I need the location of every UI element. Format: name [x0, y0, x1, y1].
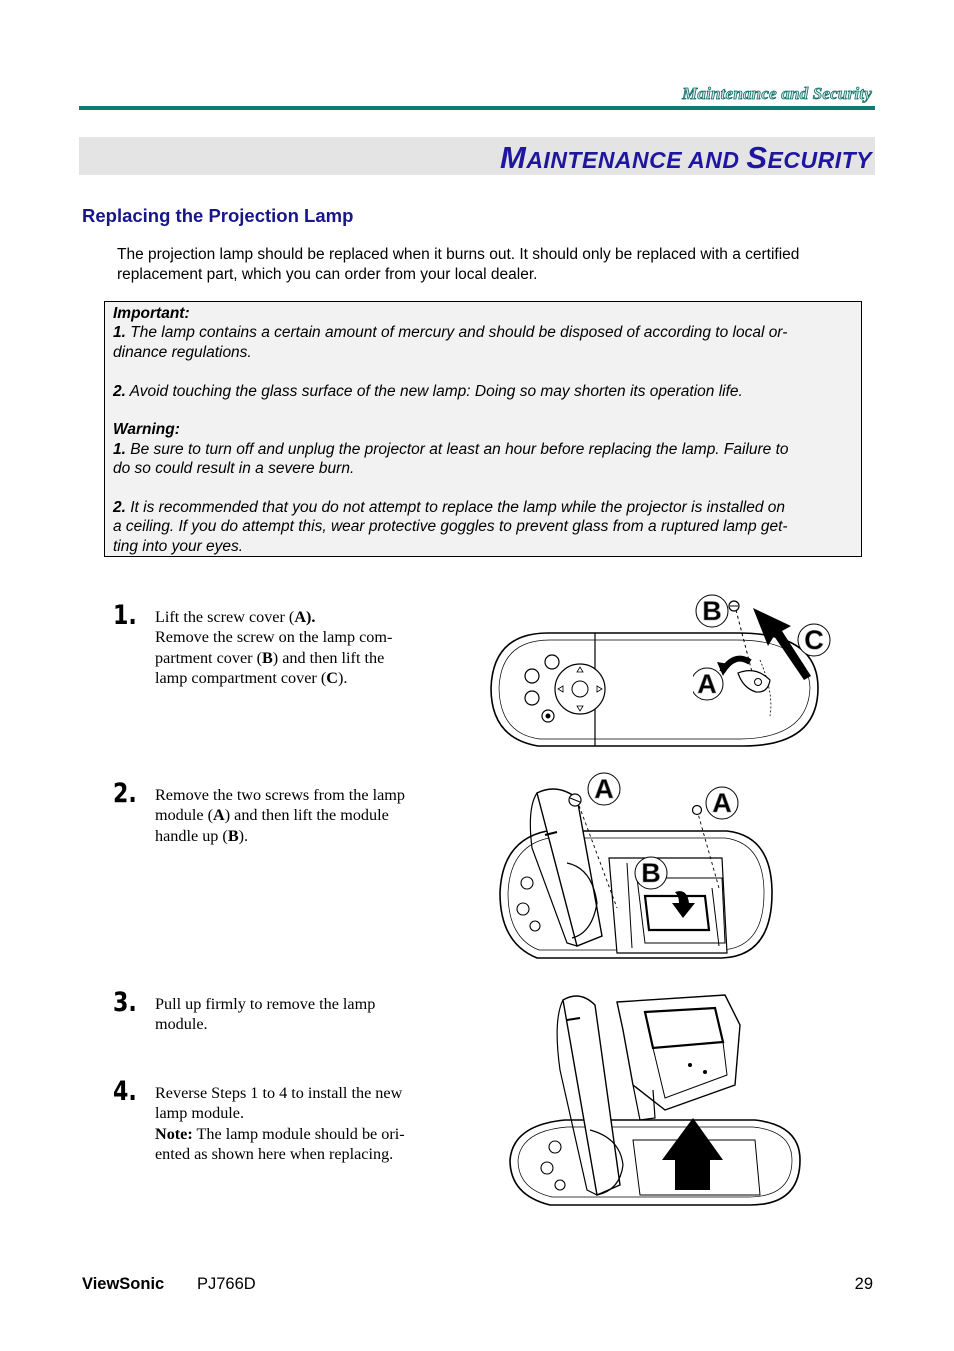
warning-item-1-num: 1.	[113, 440, 126, 458]
step-2-labels	[585, 770, 745, 895]
fig1-label-a: A	[697, 669, 717, 699]
warning-item-2	[113, 498, 853, 517]
title-cap-m: M	[499, 140, 527, 175]
title-part-1: AINTENANCE AND	[526, 147, 747, 173]
fig1-label-b: B	[702, 596, 722, 626]
important-item-2-text: Avoid touching the glass surface of the new lamp: Doing so may shorten its operation life.	[125, 382, 743, 400]
step-3-number: 3.	[113, 987, 137, 1018]
warning-item-1	[113, 440, 853, 459]
fig2-label-b: B	[641, 858, 661, 888]
step-2-text: Remove the two screws from the lamp module (A) and then lift the module handle up (B).	[155, 786, 405, 845]
step-2-number: 2.	[113, 778, 137, 809]
step-1-labels	[693, 592, 833, 702]
important-item-1-text: The lamp contains a certain amount of mercury and should be disposed of according to local or-	[125, 324, 788, 342]
warning-item-1-text: Be sure to turn off and unplug the projector at least an hour before replacing the lamp. Failure to	[125, 440, 789, 458]
intro-paragraph	[117, 245, 877, 284]
fig1-label-c: C	[804, 625, 824, 655]
step-3-4-illustration	[505, 990, 805, 1212]
warning-item-2-num: 2.	[113, 499, 126, 517]
running-header-title: Maintenance and Security	[682, 84, 872, 103]
intro-line-1: The projection lamp should be replaced when it burns out. It should only be replaced with a certified	[117, 246, 800, 263]
warning-item-1-cont: do so could result in a severe burn.	[113, 460, 355, 478]
warning-item-2-cont-1: a ceiling. If you do attempt this, wear protective goggles to prevent glass from a ruptured lamp get-	[113, 518, 788, 536]
warning-item-2-text: It is recommended that you do not attempt to replace the lamp while the projector is installed on	[125, 499, 786, 517]
important-item-2-num: 2.	[113, 382, 126, 400]
footer-brand: ViewSonic	[82, 1275, 165, 1293]
title-part-2: ECURITY	[767, 147, 872, 173]
warning-label: Warning:	[113, 421, 180, 439]
intro-line-2: replacement part, which you can order from your local dealer.	[117, 265, 538, 283]
step-4-number: 4.	[113, 1076, 137, 1107]
warning-item-2-cont-2: ting into your eyes.	[113, 537, 244, 555]
important-item-1	[113, 323, 853, 342]
step-1-text: Lift the screw cover (A). Remove the screw on the lamp com- partment cover (B) and then lift the lamp compartment cover (C).	[155, 608, 393, 687]
fig2-label-a-right: A	[712, 788, 732, 818]
header-rule	[79, 106, 875, 110]
step-1-number: 1.	[113, 600, 137, 631]
footer-page-number: 29	[854, 1275, 873, 1293]
important-item-2	[113, 382, 853, 401]
notice-box	[104, 301, 862, 557]
important-item-1-num: 1.	[113, 324, 126, 342]
page-title	[500, 140, 872, 176]
fig2-label-a-left: A	[594, 774, 614, 804]
footer-model: PJ766D	[197, 1275, 256, 1293]
step-3-text: Pull up firmly to remove the lamp module.	[155, 995, 376, 1034]
title-cap-s: S	[746, 140, 768, 175]
step-4-text: Reverse Steps 1 to 4 to install the new lamp module. Note: The lamp module should be ori- ented as shown here when replacing.	[155, 1084, 405, 1163]
important-item-1-cont: dinance regulations.	[113, 343, 252, 361]
important-label: Important:	[113, 305, 190, 322]
section-heading: Replacing the Projection Lamp	[82, 205, 354, 226]
